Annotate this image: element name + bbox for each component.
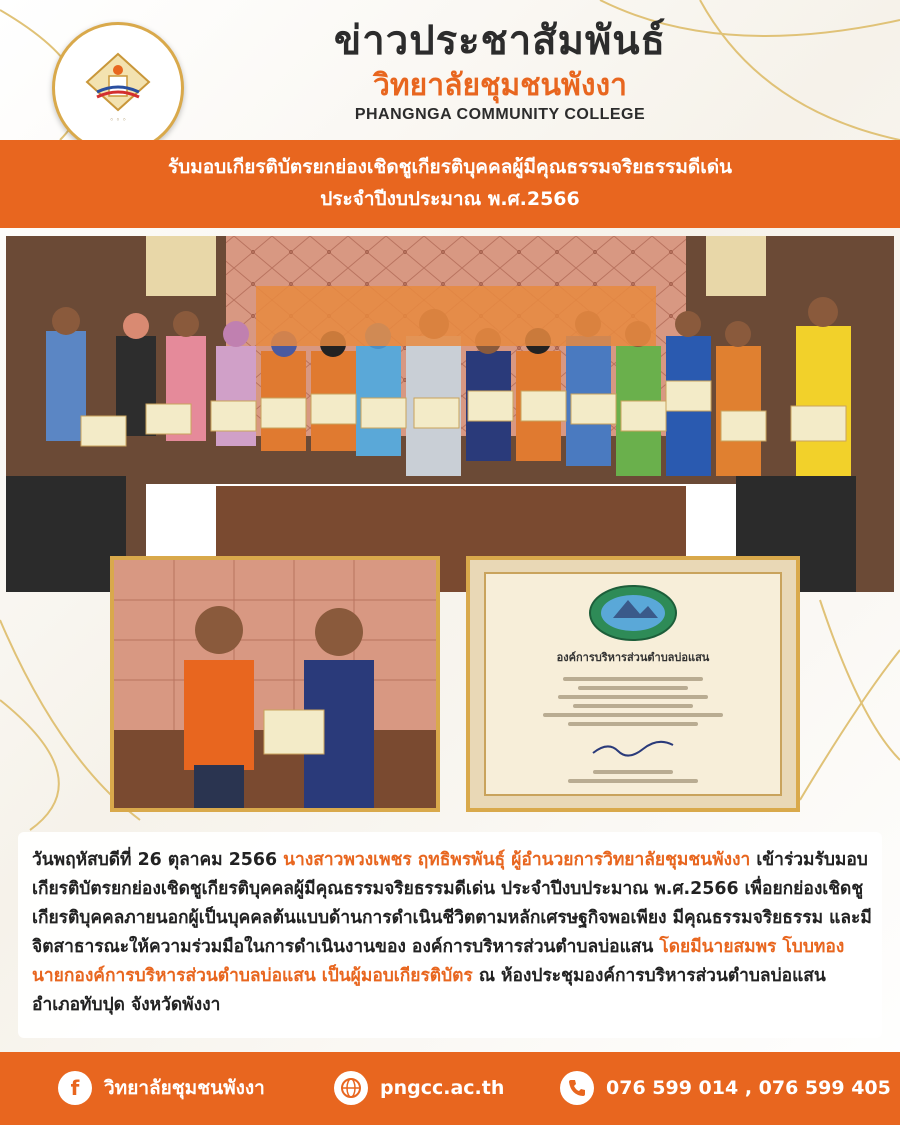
- certificate-photo: [466, 556, 800, 812]
- phone-label: 076 599 014 , 076 599 405: [606, 1077, 891, 1099]
- college-logo: [52, 22, 184, 154]
- facebook-icon: f: [58, 1071, 92, 1105]
- globe-icon: [334, 1071, 368, 1105]
- group-photo-illustration: [6, 236, 894, 592]
- certificate-emblem-icon: [588, 584, 678, 642]
- logo-caption: ◦ ◦ ◦: [109, 115, 127, 124]
- college-name-thai: วิทยาลัยชุมชนพังงา: [373, 68, 627, 103]
- phone-icon: [560, 1071, 594, 1105]
- paragraph-location: ณ ห้องประชุมองค์การบริหารส่วนตำบลบ่อแสน อำเภอทับปุด จังหวัดพังงา: [32, 966, 826, 1015]
- paragraph-main: เข้าร่วมรับมอบเกียรติบัตรยกย่องเชิดชูเกียรติบุคคลผู้มีคุณธรรมจริยธรรมดีเด่น ประจำปีงบประมาณ พ.ศ.2566 เพื่อยกย่องเชิดชูเกียรติบุคคลภายนอกผู้เป็นบุคคลต้นแบบด้านการดำเนินชีวิตตามหลักเศรษฐกิจพอเพียง มีคุณธรรมจริยธรรม และมีจิตสาธารณะให้ความร่วมมือในการดำเนินงานของ องค์การบริหารส่วนตำบลบ่อแสน: [32, 850, 872, 957]
- headline-line-1: รับมอบเกียรติบัตรยกย่องเชิดชูเกียรติบุคคลผู้มีคุณธรรมจริยธรรมดีเด่น: [167, 156, 733, 178]
- paragraph-director-name: นางสาวพวงเพชร ฤทธิพรพันธุ์ ผู้อำนวยการวิทยาลัยชุมชนพังงา: [283, 850, 751, 870]
- handover-photo: [110, 556, 440, 812]
- certificate: [484, 572, 782, 796]
- facebook-label: วิทยาลัยชุมชนพังงา: [104, 1077, 265, 1099]
- signature-icon: [588, 739, 678, 759]
- group-photo: [6, 236, 894, 592]
- footer-phone[interactable]: [560, 1070, 891, 1106]
- certificate-org-name: องค์การบริหารส่วนตำบลบ่อแสน: [556, 651, 710, 664]
- college-emblem-icon: [83, 52, 153, 114]
- certificate-signer-lines: [533, 765, 733, 788]
- college-name-english: PHANGNGA COMMUNITY COLLEGE: [354, 106, 646, 123]
- certificate-text-lines: [533, 672, 733, 731]
- headline-line-2: ประจำปีงบประมาณ พ.ศ.2566: [320, 188, 580, 210]
- paragraph-presenter: โดยมีนายสมพร โบบทอง นายกองค์การบริหารส่วนตำบลบ่อแสน เป็นผู้มอบเกียรติบัตร: [32, 937, 845, 986]
- page-title: ข่าวประชาสัมพันธ์: [333, 18, 667, 64]
- footer-website[interactable]: [334, 1070, 504, 1106]
- paragraph-date: วันพฤหัสบดีที่ 26 ตุลาคม 2566: [32, 850, 284, 870]
- footer-facebook[interactable]: [58, 1070, 265, 1106]
- news-paragraph: [32, 846, 872, 1020]
- handover-photo-illustration: [114, 560, 436, 808]
- headline-banner: [0, 140, 900, 228]
- website-label: pngcc.ac.th: [380, 1077, 505, 1099]
